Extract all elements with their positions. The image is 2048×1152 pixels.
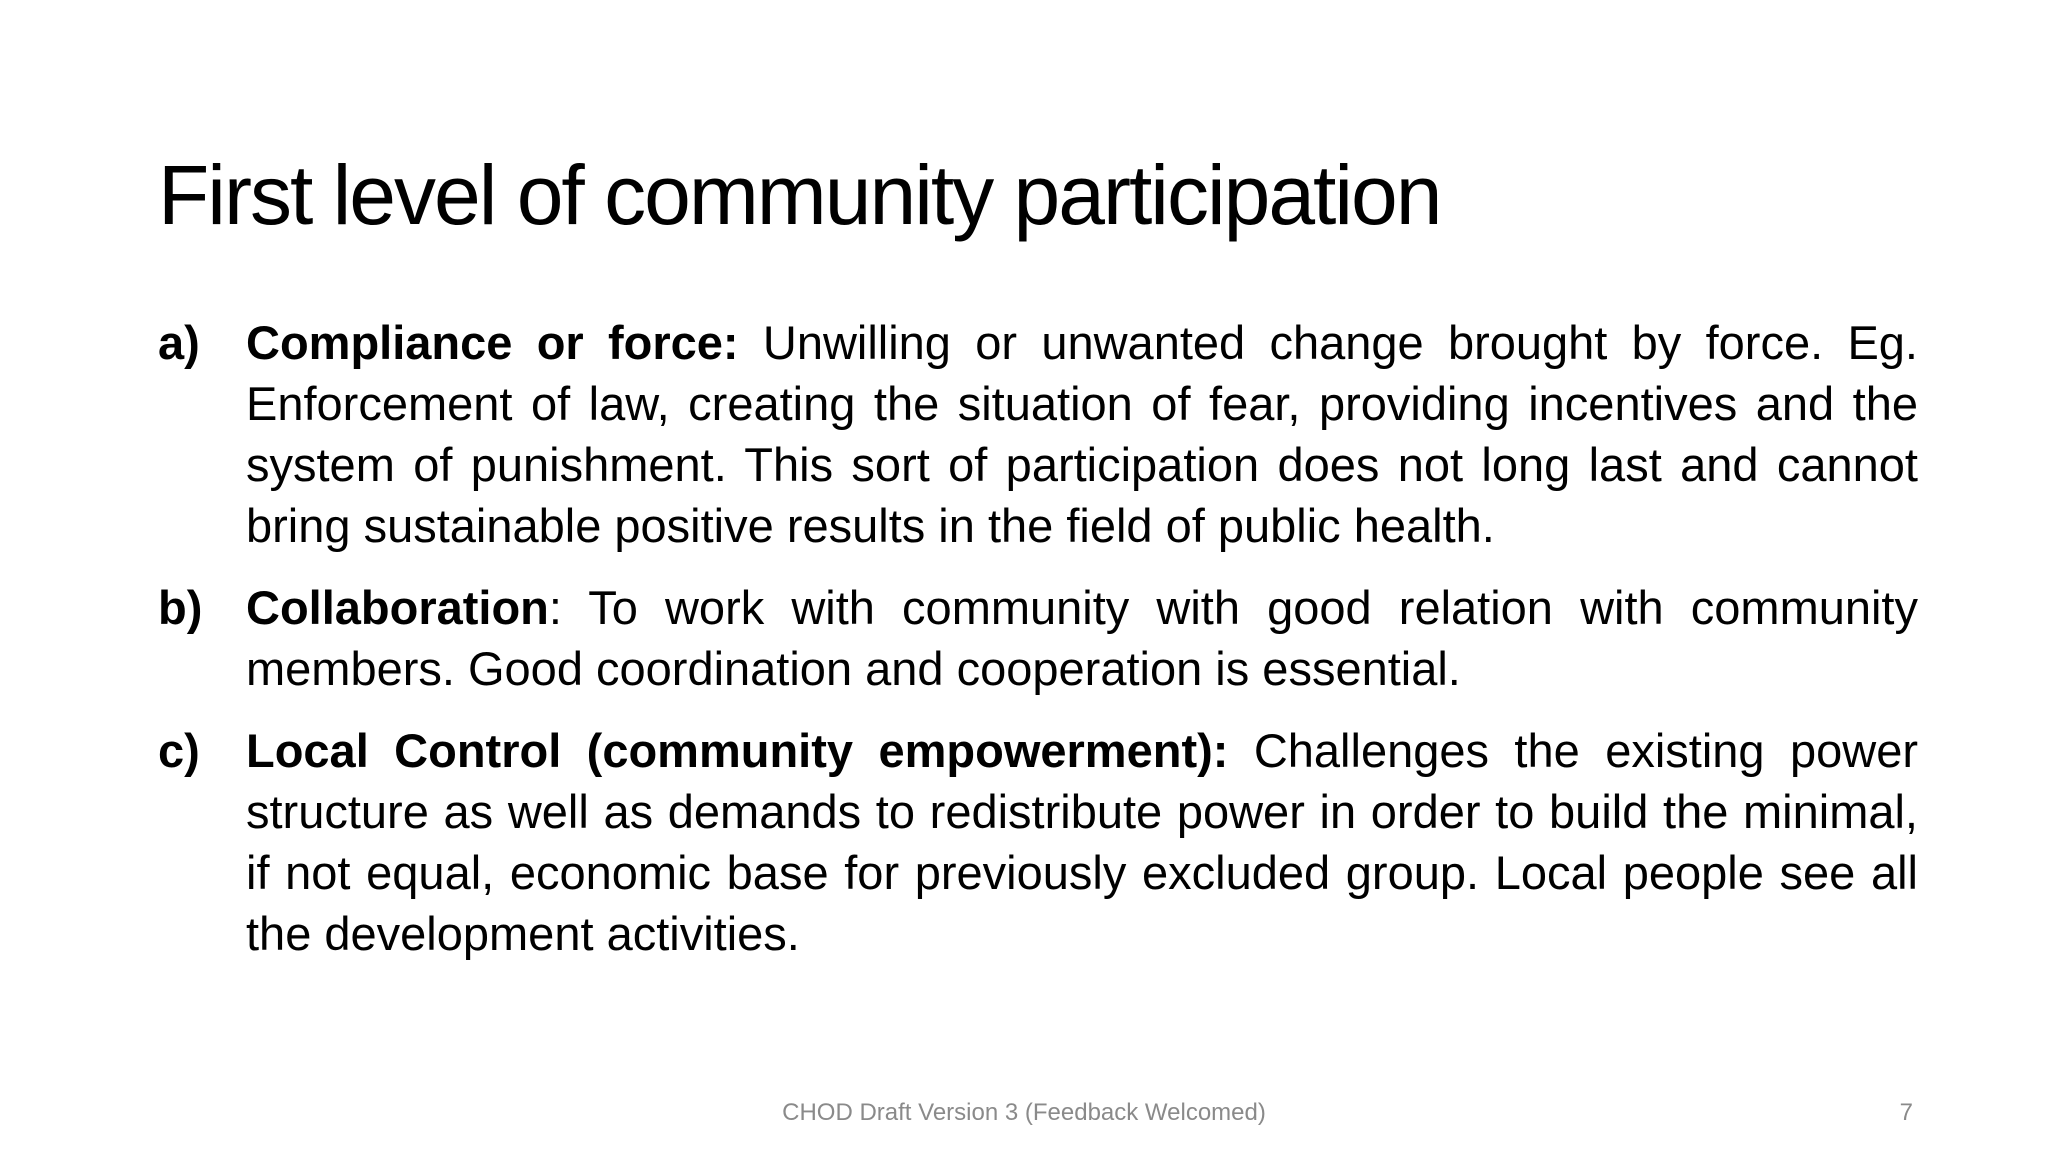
list-item-term: Compliance or force: [246, 316, 739, 369]
list-item-text [246, 577, 1918, 699]
list-item-text [246, 312, 1918, 556]
list-marker: b) [158, 581, 203, 634]
list-item [158, 577, 1918, 699]
list-marker: a) [158, 316, 200, 369]
list-item-text [246, 720, 1918, 964]
list-item-term: Local Control (community empowerment): [246, 724, 1229, 777]
list-item-description: : To work with community with good relation with community members. Good coordination and cooperation is essential. [246, 581, 1918, 695]
bullet-list [158, 312, 1918, 985]
list-marker: c) [158, 724, 200, 777]
list-item-description: Unwilling or unwanted change brought by force. Eg. Enforcement of law, creating the situation of fear, providing incentives and the system of punishment. This sort of participation does not long last and cannot bring sustainable positive results in the field of public health. [246, 316, 1918, 552]
page-number: 7 [1899, 1099, 1913, 1126]
list-item [158, 720, 1918, 964]
slide-title: First level of community participation [158, 148, 1441, 242]
list-item-term: Collaboration [246, 581, 549, 634]
slide-footer: CHOD Draft Version 3 (Feedback Welcomed) [782, 1099, 1266, 1126]
list-item-description: Challenges the existing power structure as well as demands to redistribute power in order to build the minimal, if not equal, economic base for previously excluded group. Local people see all the development activities. [246, 724, 1918, 960]
list-item [158, 312, 1918, 556]
